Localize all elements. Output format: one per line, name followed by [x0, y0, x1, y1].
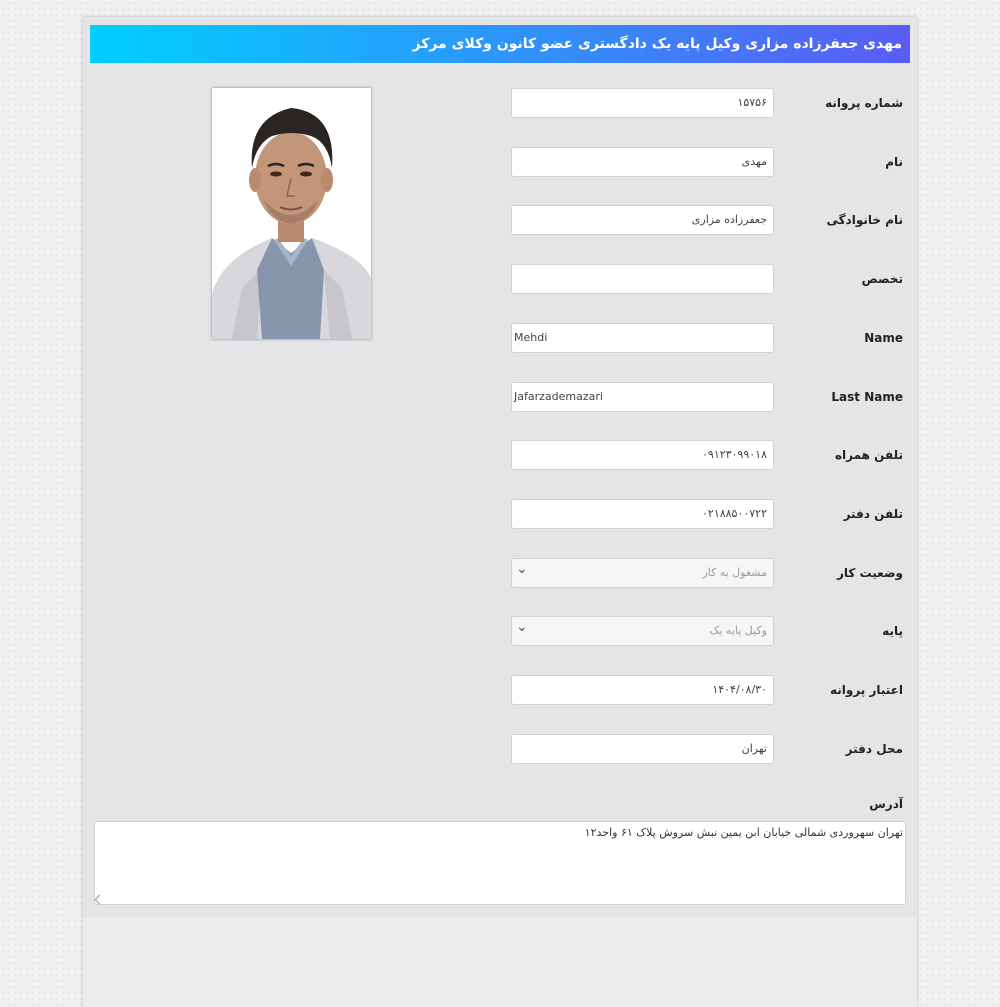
- form-row: [83, 323, 917, 353]
- field-label: محل دفتر: [845, 741, 903, 756]
- field-label: اعتبار پروانه: [829, 683, 903, 697]
- text-input[interactable]: [511, 440, 774, 470]
- field-value: ۰۹۱۲۳۰۹۹۰۱۸: [702, 448, 767, 462]
- text-input[interactable]: [511, 734, 774, 764]
- chevron-down-icon[interactable]: ⌄: [516, 619, 528, 636]
- address-label: آدرس: [869, 797, 903, 811]
- text-input[interactable]: [511, 264, 774, 294]
- text-input[interactable]: [511, 147, 774, 177]
- address-text: تهران سهروردی شمالی خیابان ابن یمین نبش سروش پلاک ۶۱ واحد۱۲: [584, 826, 903, 839]
- text-input[interactable]: [511, 88, 774, 118]
- form-row: [83, 734, 917, 764]
- chevron-down-icon[interactable]: ⌄: [516, 560, 528, 577]
- field-value: Jafarzademazari: [514, 389, 603, 403]
- form-row: [83, 499, 917, 529]
- panel-footer: [83, 917, 917, 1007]
- text-input[interactable]: [511, 382, 774, 412]
- field-label: تخصص: [861, 272, 903, 287]
- page-title: [90, 25, 910, 63]
- field-value: ۰۲۱۸۸۵۰۰۷۲۲: [702, 506, 767, 520]
- text-input[interactable]: [511, 675, 774, 705]
- address-textarea[interactable]: [94, 821, 906, 905]
- field-value: مشغول به کار: [702, 565, 767, 579]
- field-value: Mehdi: [514, 330, 548, 344]
- field-value: مهدی: [741, 154, 767, 168]
- field-label: Last Name: [831, 389, 903, 404]
- resize-handle-icon[interactable]: [95, 895, 105, 905]
- form-row: [83, 558, 917, 588]
- field-label: وضعیت کار: [837, 565, 903, 580]
- form-row: [83, 147, 917, 177]
- select-field[interactable]: [511, 616, 774, 646]
- form-row: [83, 205, 917, 235]
- field-value: وکیل پایه یک: [709, 624, 767, 638]
- field-label: پایه: [882, 624, 903, 639]
- form-row: [83, 616, 917, 646]
- field-label: Name: [864, 330, 903, 345]
- page-title-text: مهدی جعفرزاده مزاری وکیل پایه یک دادگستری عضو کانون وکلای مرکز: [412, 36, 902, 52]
- field-label: تلفن دفتر: [843, 506, 903, 521]
- field-label: نام خانوادگی: [826, 213, 903, 228]
- field-value: تهران: [741, 741, 767, 755]
- field-value: ۱۵۷۵۶: [737, 96, 767, 109]
- form-row: [83, 440, 917, 470]
- select-field[interactable]: [511, 558, 774, 588]
- field-label: نام: [885, 154, 903, 169]
- text-input[interactable]: [511, 499, 774, 529]
- field-value: ۱۴۰۴/۰۸/۳۰: [712, 683, 767, 696]
- form-row: [83, 382, 917, 412]
- field-label: شماره پروانه: [825, 96, 903, 110]
- text-input[interactable]: [511, 323, 774, 353]
- text-input[interactable]: [511, 205, 774, 235]
- field-label: تلفن همراه: [834, 448, 903, 463]
- field-value: جعفرزاده مزاری: [691, 213, 767, 227]
- form-row: [83, 675, 917, 705]
- profile-panel: [83, 17, 917, 1007]
- form-row: [83, 264, 917, 294]
- form-row: [83, 88, 917, 118]
